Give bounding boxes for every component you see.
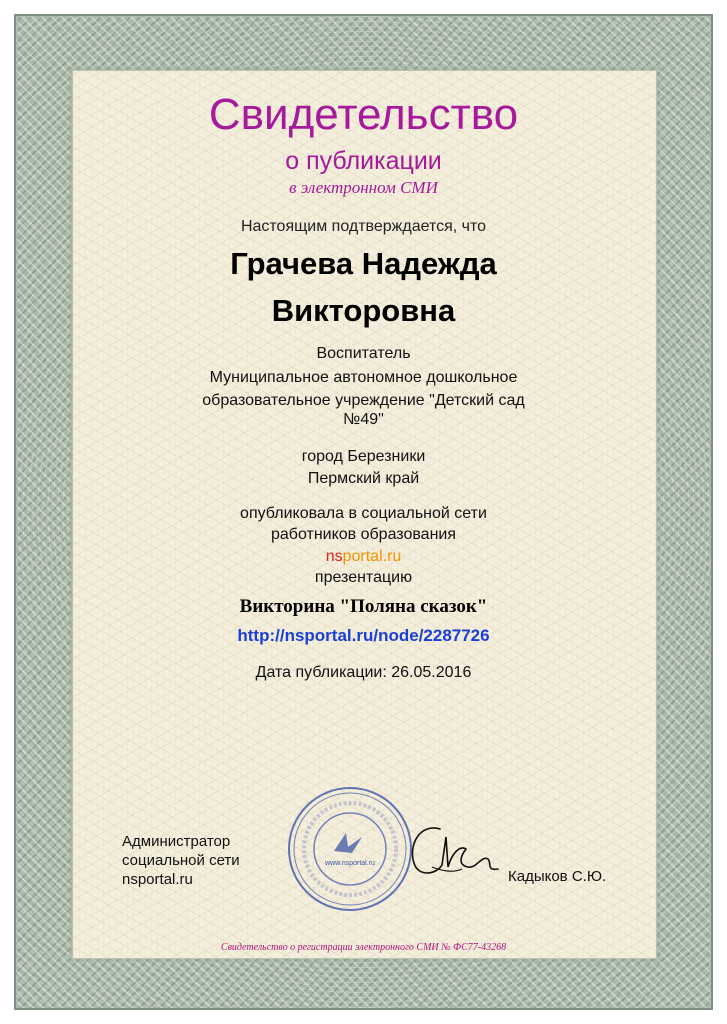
confirm-text: Настоящим подтверждается, что xyxy=(240,218,487,235)
organization-line3: №49" xyxy=(343,411,384,428)
publication-date: Дата публикации: 26.05.2016 xyxy=(255,664,472,681)
recipient-name-line2: Викторовна xyxy=(271,293,456,328)
organization-line2: образовательное учреждение "Детский сад xyxy=(202,392,525,409)
site-name-portal: portal.ru xyxy=(342,548,402,565)
published-text-line2: работников образования xyxy=(270,526,457,543)
site-name-ns: ns xyxy=(325,548,343,565)
region: Пермский край xyxy=(307,470,420,487)
official-seal-icon xyxy=(286,785,414,913)
signature-icon xyxy=(402,815,507,890)
registration-note: Свидетельство о регистрации электронного СМИ № ФС77-43268 xyxy=(220,942,507,953)
administrator-line2: социальной сети xyxy=(122,852,240,869)
recipient-name-line1: Грачева Надежда xyxy=(230,246,497,281)
organization-line1: Муниципальное автономное дошкольное xyxy=(209,369,518,386)
signer-name: Кадыков С.Ю. xyxy=(508,868,607,885)
city: город Березники xyxy=(301,448,426,465)
work-type: презентацию xyxy=(314,569,413,586)
seal-text: www.nsportal.ru xyxy=(325,860,375,867)
certificate-subtitle-media: в электронном СМИ xyxy=(289,178,438,197)
site-name xyxy=(0,547,727,566)
administrator-block xyxy=(122,832,240,889)
administrator-line3: nsportal.ru xyxy=(122,871,193,888)
administrator-line1: Администратор xyxy=(122,833,231,850)
recipient-position: Воспитатель xyxy=(316,345,411,362)
certificate-subtitle: о публикации xyxy=(285,147,442,175)
certificate-title: Свидетельство xyxy=(208,90,519,139)
published-text-line1: опубликовала в социальной сети xyxy=(240,505,487,522)
work-title: Викторина "Поляна сказок" xyxy=(239,596,488,617)
publication-link[interactable]: http://nsportal.ru/node/2287726 xyxy=(237,626,490,645)
